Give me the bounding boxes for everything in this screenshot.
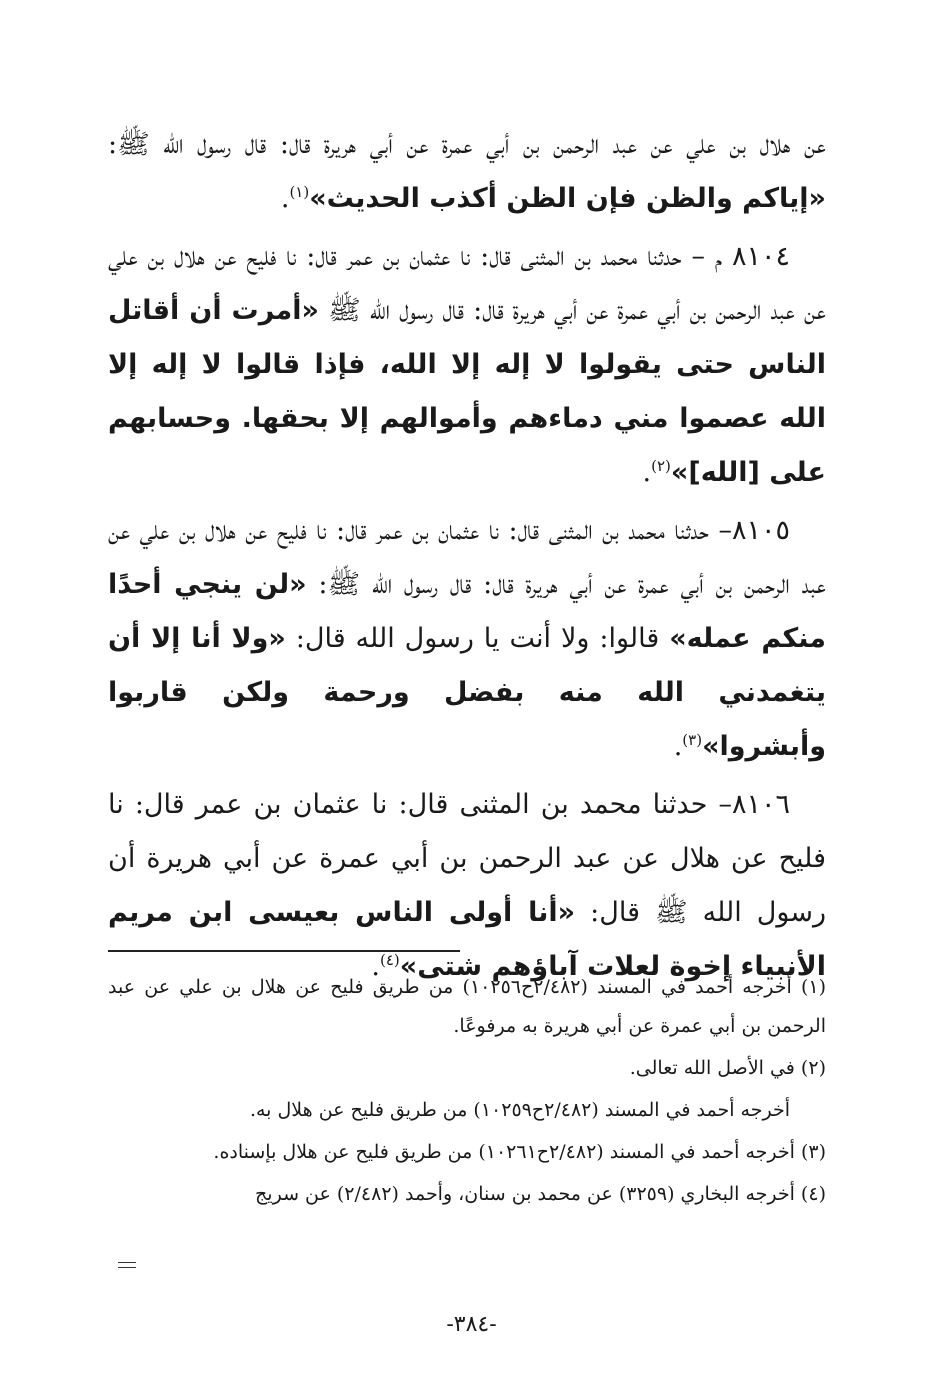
paragraph-2-end: . [642, 457, 652, 488]
paragraph-4-text: ٨١٠٦– حدثنا محمد بن المثنى قال: نا عثمان بن عمر قال: نا فليح عن هلال عن عبد الرحمن بن أبي عمرة عن أبي هريرة أن رسول الله ﷺ قال: [108, 789, 826, 928]
footnote-ref-1: (١) [289, 183, 310, 201]
paragraph-4-end: . [371, 951, 380, 982]
page-number: -٣٨٤- [446, 1312, 497, 1337]
footnote-separator [108, 950, 460, 952]
paragraph-4 [108, 778, 826, 994]
footnotes [108, 968, 826, 1217]
footnote-3: (٣) أخرجه أحمد في المسند (٢/٤٨٢ح١٠٢٦١) من طريق فليح عن هلال بإسناده. [213, 1141, 826, 1163]
hadith-quote-4: «أنا أولى الناس بعيسى ابن مريم الأنبياء إخوة لعلات آباؤهم شتى» [108, 897, 826, 982]
paragraph-3-end: . [673, 731, 683, 762]
hadith-quote-2: «أمرت أن أقاتل الناس حتى يقولوا لا إله إلا الله، فإذا قالوا لا إله إلا الله عصموا مني دماءهم وأموالهم إلا بحقها. وحسابهم على [الله]» [108, 295, 826, 488]
paragraph-1 [108, 118, 826, 226]
continuation-mark-icon [118, 1262, 136, 1268]
footnote-ref-2: (٢) [651, 457, 671, 475]
paragraph-2 [108, 230, 826, 500]
paragraph-1-text: عن هلال بن علي عن عبد الرحمن بن أبي عمرة عن أبي هريرة قال: قال رسول الله ﷺ: [108, 129, 826, 160]
hadith-quote-3a: «لن ينجي أحدًا منكم عمله» [108, 569, 826, 654]
footnote-1: (١) أخرجه أحمد في المسند (٢/٤٨٢ح١٠٢٥٦) من طريق فليح عن هلال بن علي عن عبد الرحمن بن أبي عمرة عن أبي هريرة به مرفوعًا. [108, 976, 826, 1037]
paragraph-3-text: ٨١٠٥– حدثنا محمد بن المثنى قال: نا عثمان بن عمر قال: نا فليح عن هلال بن علي عن عبد الرحمن بن أبي عمرة عن أبي هريرة قال: قال رسول الله ﷺ: [108, 515, 826, 600]
hadith-quote-3b: «ولا أنا إلا أن يتغمدني الله منه بفضل ورحمة ولكن قاربوا وأبشروا» [108, 623, 826, 762]
main-text [108, 118, 826, 998]
paragraph-3-text-2: قالوا: ولا أنت يا رسول الله قال: [285, 623, 670, 654]
hadith-quote-1: «إياكم والظن فإن الظن أكذب الحديث» [309, 183, 826, 214]
paragraph-2-text: ٨١٠٤ م – حدثنا محمد بن المثنى قال: نا عثمان بن عمر قال: نا فليح عن هلال بن علي عن عبد الرحمن بن أبي عمرة عن أبي هريرة قال: قال رسول الله ﷺ [108, 241, 826, 326]
footnote-4: (٤) أخرجه البخاري (٣٢٥٩) عن محمد بن سنان، وأحمد (٢/٤٨٢) عن سريج [255, 1183, 826, 1205]
footnote-ref-4: (٤) [380, 951, 400, 969]
footnote-2-continued: أخرجه أحمد في المسند (٢/٤٨٢ح١٠٢٥٩) من طريق فليح عن هلال به. [249, 1099, 790, 1121]
paragraph-3 [108, 504, 826, 774]
footnote-2: (٢) في الأصل الله تعالى. [629, 1057, 826, 1079]
paragraph-1-end: . [280, 183, 290, 214]
footnote-ref-3: (٣) [682, 731, 703, 749]
